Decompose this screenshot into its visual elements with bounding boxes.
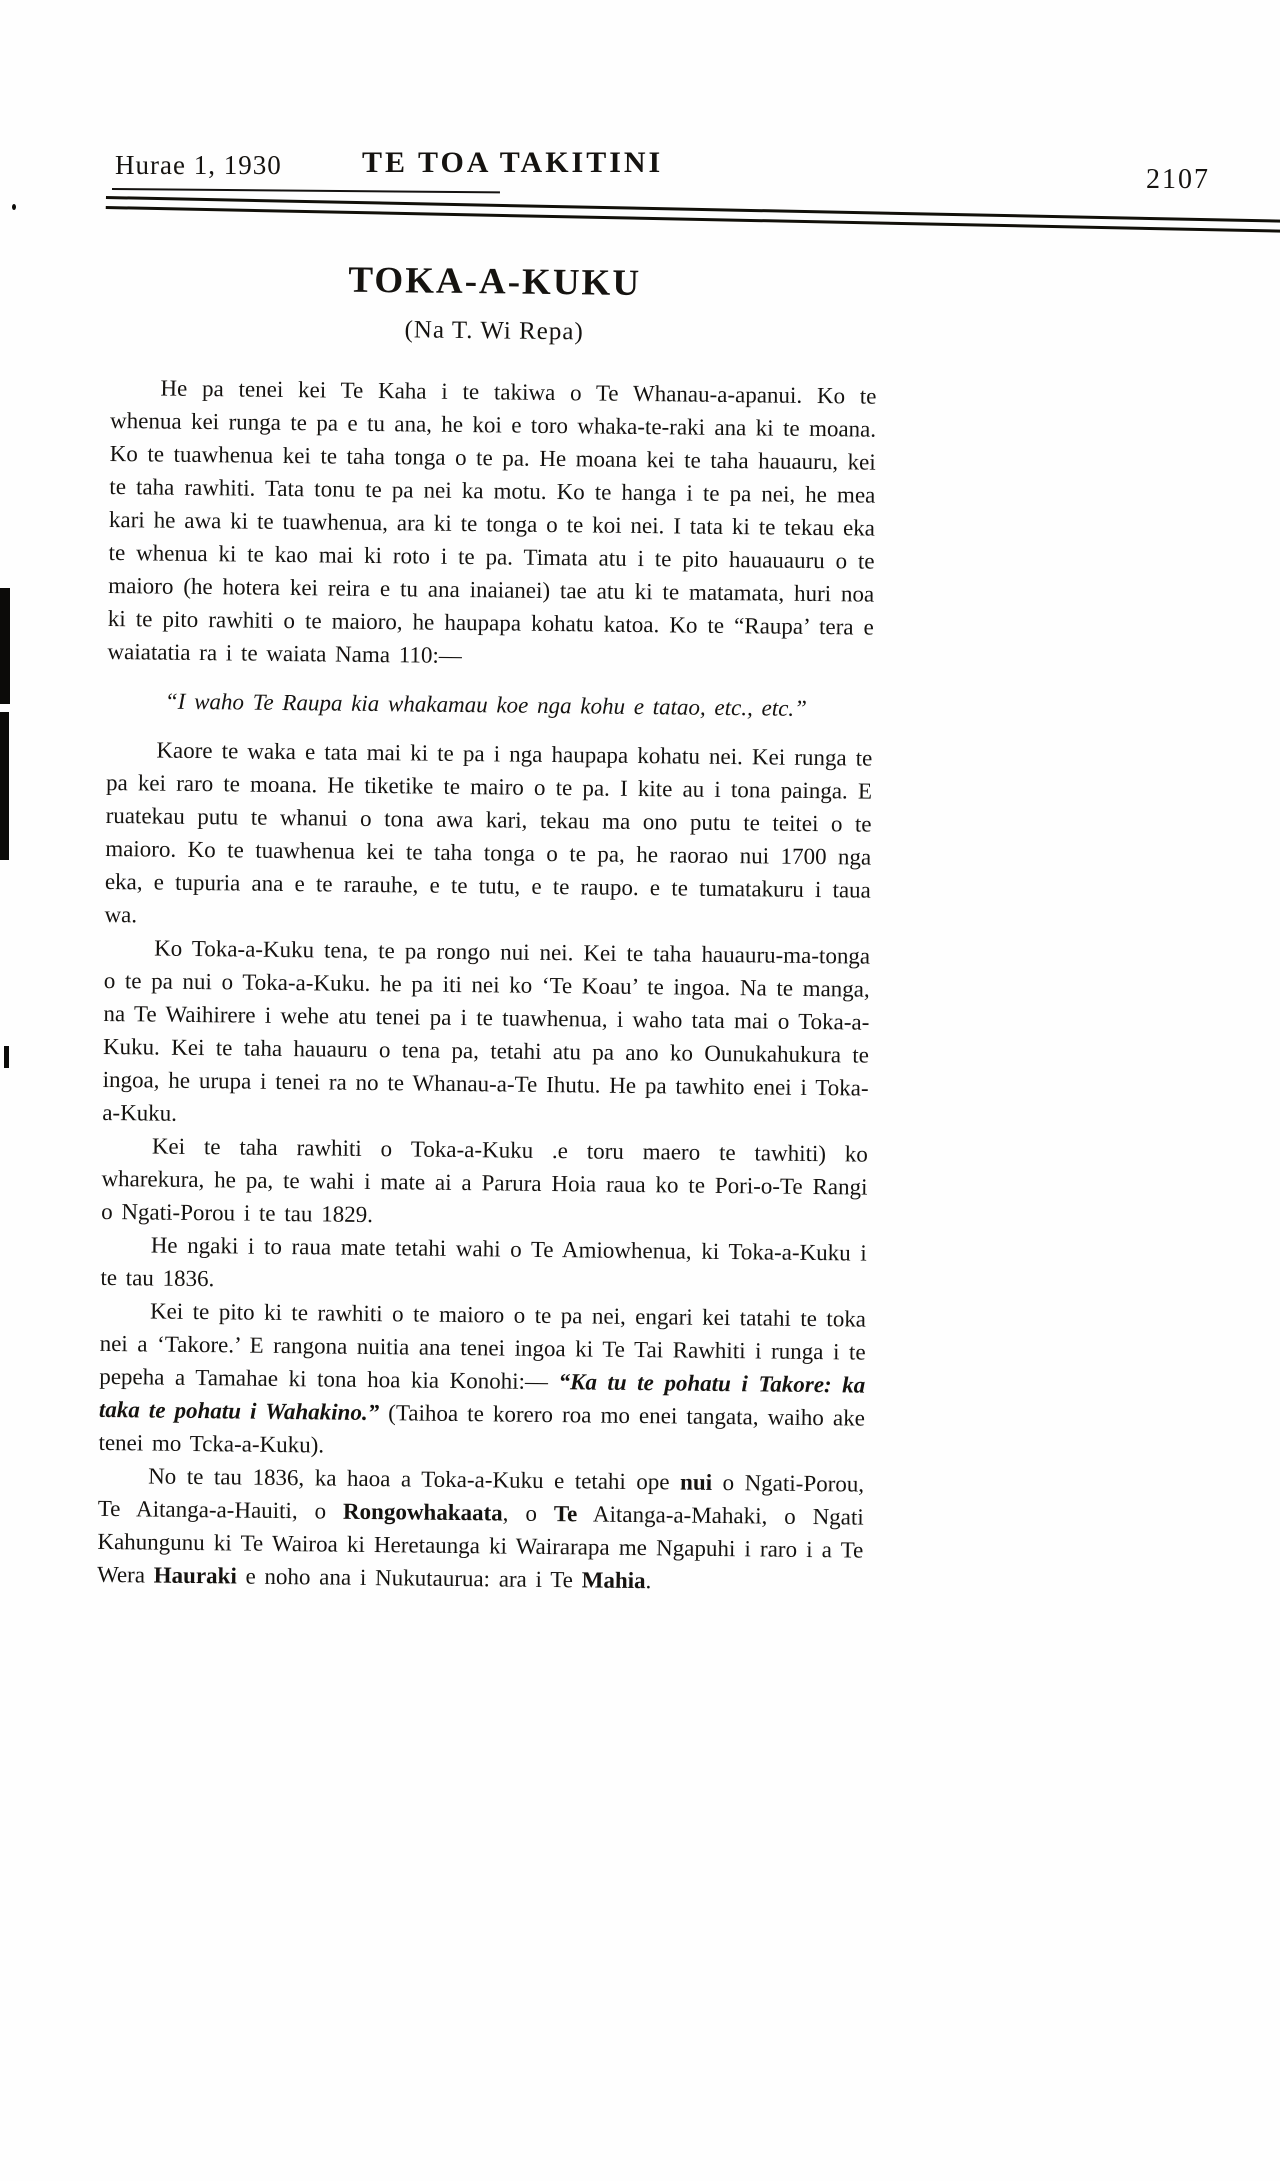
scan-artifact <box>0 588 10 704</box>
scan-artifact <box>12 204 16 210</box>
text-segment: Kei te pito ki te rawhiti o te maioro o te pa nei, engari kei tatahi te toka nei a ‘Takore.’ E rangona nuitia ana tenei ingoa ki Te Tai Rawhiti i runga i te pepeha a Tamahae ki tona hoa kia Konohi:— <box>99 1298 867 1395</box>
paragraph <box>107 371 876 677</box>
text-segment: e noho ana i Nukutaurua: ara i Te <box>236 1563 582 1593</box>
text-segment: No te tau 1836, ka haoa a Toka-a-Kuku e tetahi ope <box>148 1463 681 1495</box>
rule-gap <box>106 199 1280 230</box>
paragraph <box>97 1459 864 1600</box>
scan-artifact <box>4 1046 9 1068</box>
scan-artifact <box>0 712 9 860</box>
text-segment: (Taihoa te korero roa mo enei tangata, waiho ake tenei mo Tcka-a-Kuku). <box>98 1400 866 1458</box>
article-body <box>97 371 877 1600</box>
text-segment: Mahia <box>581 1567 646 1594</box>
text-segment: Hauraki <box>153 1562 237 1589</box>
text-segment: He ngaki i to raua mate tetahi wahi o Te Amiowhenua, ki Toka-a-Kuku i te tau 1836. <box>100 1232 867 1292</box>
text-segment: Rongowhakaata <box>342 1498 503 1526</box>
paragraph <box>102 931 870 1138</box>
paragraph <box>100 1228 867 1303</box>
paragraph <box>104 733 872 940</box>
article-byline: (Na T. Wi Repa) <box>404 316 584 346</box>
header-underline <box>112 188 500 193</box>
header-double-rule <box>106 196 1280 233</box>
masthead-title: TE TOA TAKITINI <box>362 146 664 179</box>
text-segment: . <box>645 1568 652 1594</box>
text-segment: He pa tenei kei Te Kaha i te takiwa o Te Whanau-a-apanui. Ko te whenua kei runga te pa e tu ana, he koi e toro whaka-te-raki ana ki te moana. Ko te tuawhenua kei te taha tonga o te pa. He moana kei te taha hauauru, kei te taha rawhiti. Tata tonu te pa nei ka motu. Ko te hanga i te pa nei, he mea kari he awa ki te tuawhenua, ara ki te tonga o te koi nei. I tata ki te tekau eka te whenua ki te kao mai ki roto i te pa. Timata atu i te pito hauauauru o te maioro (he hotera kei reira e tu ana inaianei) tae atu ki te matamata, huri noa ki te pito rawhiti o te maioro, he haupapa kohatu katoa. Ko te “Raupa’ tera e waiatatia ra i te waiata Nama 110:— <box>107 375 877 668</box>
text-segment: Aitanga-a-Mahaki, o Ngati Kahungunu ki Te Wairoa ki Heretaunga ki Wairarapa me Ngapuhi i raro i a Te Wera <box>96 1501 864 1588</box>
header-date: Hurae 1, 1930 <box>115 150 282 180</box>
text-segment: Ko Toka-a-Kuku tena, te pa rongo nui nei. Kei te taha hauauru-ma-tonga o te pa nui o Toka-a-Kuku. he pa iti nei ko ‘Te Koau’ te ingoa. Na te manga, na Te Waihirere i wehe atu tenei pa i te tuawhenua, i waho tata mai o Toka-a-Kuku. Kei te taha hauauru o tena pa, tetahi atu pa ano ko Ounukahukura te ingoa, he urupa i tenei ra no te Whanau-a-Te Ihutu. He pa tawhito enei i Toka-a-Kuku. <box>102 935 871 1126</box>
page-number: 2107 <box>1146 164 1210 195</box>
text-segment: Kei te taha rawhiti о Toka-a-Kuku .e toru maero te tawhiti) ko wharekura, he pa, te wahi i mate ai a Parura Hoia raua ko te Pori-o-Te Rangi o Ngati-Porou i te tau 1829. <box>101 1133 869 1228</box>
paragraph <box>101 1129 868 1237</box>
article-title: TOKA-A-KUKU <box>348 259 642 305</box>
article <box>97 256 878 1600</box>
text-segment: “I waho Te Raupa kia whakamau koe nga kohu e tatao, etc., etc.” <box>164 688 808 721</box>
text-segment: o Ngati-Porou, Te Aitanga-a-Hauiti, o <box>97 1469 865 1524</box>
text-segment: Te <box>553 1501 578 1527</box>
text-segment: , o <box>502 1500 555 1527</box>
text-segment: “Ka tu te pohatu i Takore: ka taka te pohatu i Wahakino.” <box>98 1369 866 1426</box>
paragraph <box>98 1294 866 1468</box>
text-segment: Kaore te waka e tata mai ki te pa i nga haupapa kohatu nei. Kei runga te pa kei raro te moana. He tiketike te mairo o te pa. I kite au i tona painga. E ruatekau putu te whanui o tona awa kari, tekau ma ono putu te teitei o te maioro. Ko te tuawhenua kei te taha tonga o te pa, he raorao nui 1700 nga eka, e tupuria ana e te rarauhe, e te tutu, e te raupo. e te tumatakuru i taua wa. <box>104 737 873 928</box>
text-segment: nui <box>679 1469 713 1495</box>
quote-paragraph <box>107 684 873 726</box>
